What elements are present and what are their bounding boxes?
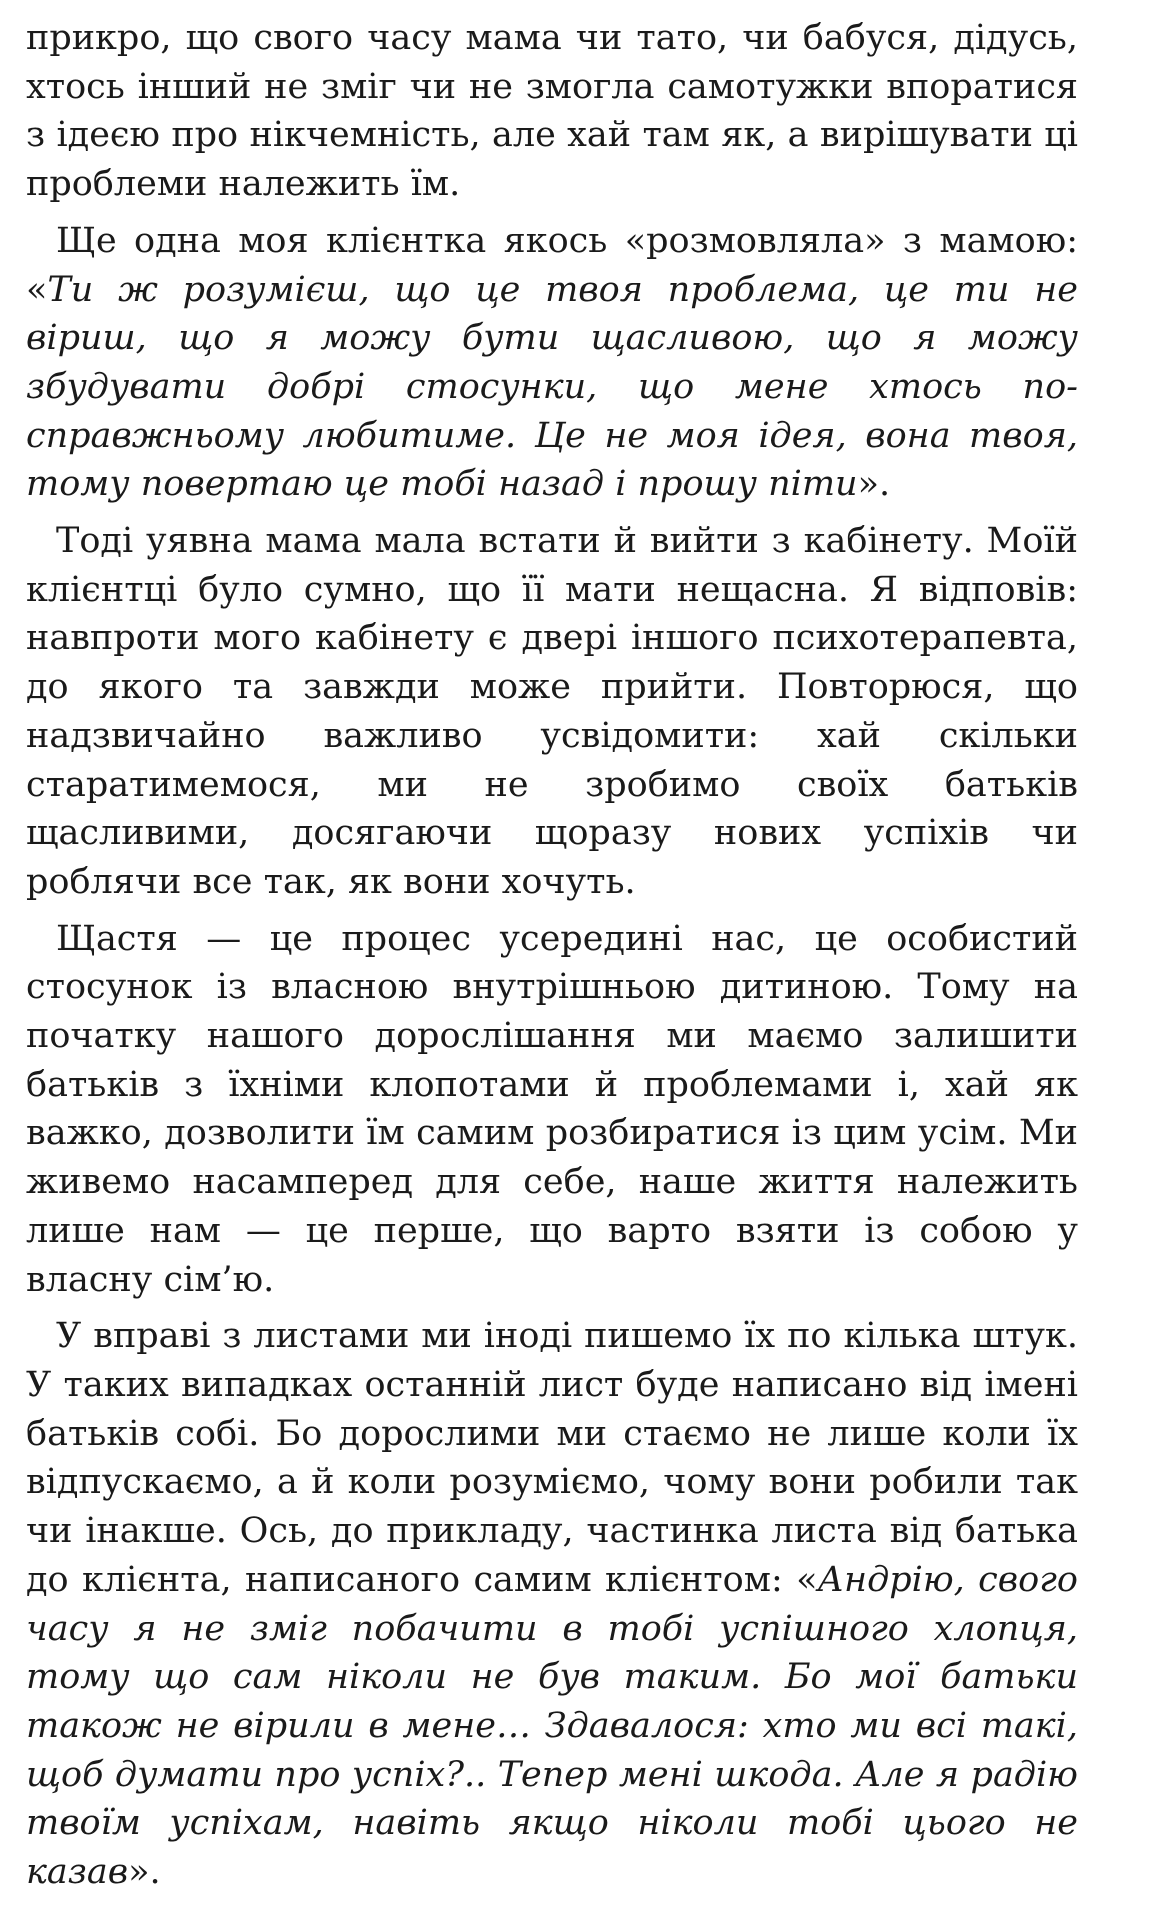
paragraph-2-text-tail: ». — [857, 464, 891, 505]
paragraph-5 — [26, 1312, 1078, 1896]
paragraph-5-text-lead: У вправі з листами ми іноді пишемо їх по кілька штук. У таких випадках останній лист буде написано від імені батьків собі. Бо дорослими ми стаємо не лише коли їх відпускаємо, а й коли розуміємо, чому вони робили так чи інакше. Ось, до прикладу, частинка листа від батька до клієнта, написаного самим клієнтом: « — [26, 1316, 1078, 1600]
paragraph-5-text-tail: ». — [128, 1852, 161, 1893]
paragraph-5-quote: Андрію, свого часу я не зміг побачити в тобі успішного хлопця, тому що сам ніколи не був таким. Бо мої батьки також не вірили в мене… Здавалося: хто ми всі такі, щоб думати про успіх?.. Тепер мені шкода. Але я радію твоїм успіхам, навіть якщо ніколи тобі цього не казав — [26, 1559, 1078, 1893]
paragraph-1-text: прикро, що свого часу мама чи тато, чи бабуся, дідусь, хтось інший не зміг чи не змогла самотужки впоратися з ідеєю про нікчемність, але хай там як, а вирішувати ці проблеми належить їм. — [26, 18, 1078, 205]
book-page — [26, 14, 1078, 1905]
paragraph-4 — [26, 915, 1078, 1305]
paragraph-2-quote: Ти ж розумієш, що це твоя проблема, це ти не віриш, що я можу бути щасливою, що я можу збудувати добрі стосунки, що мене хтось по-справжньому любитиме. Це не моя ідея, вона твоя, тому повертаю це тобі назад і прошу піти — [26, 269, 1078, 505]
paragraph-3 — [26, 517, 1078, 907]
paragraph-3-text: Тоді уявна мама мала встати й вийти з кабінету. Моїй клієнтці було сумно, що її мати нещасна. Я відповів: навпроти мого кабінету є двері іншого психотерапевта, до якого та завжди може прийти. Повторюся, що надзвичайно важливо усвідомити: хай скільки старатимемося, ми не зробимо своїх батьків щасливими, досягаючи щоразу нових успіхів чи роблячи все так, як вони хочуть. — [26, 521, 1078, 902]
paragraph-2 — [26, 217, 1078, 509]
paragraph-2-text-lead: Ще одна моя клієнтка якось «розмовляла» з мамою: « — [26, 220, 1078, 310]
paragraph-1 — [26, 14, 1078, 209]
paragraph-4-text: Щастя — це процес усередині нас, це особистий стосунок із власною внутрішньою дитиною. Тому на початку нашого дорослішання ми маємо залишити батьків з їхніми клопотами й проблемами і, хай як важко, дозволити їм самим розбиратися із цим усім. Ми живемо насамперед для себе, наше життя належить лише нам — це перше, що варто взяти із собою у власну сім’ю. — [26, 918, 1078, 1300]
